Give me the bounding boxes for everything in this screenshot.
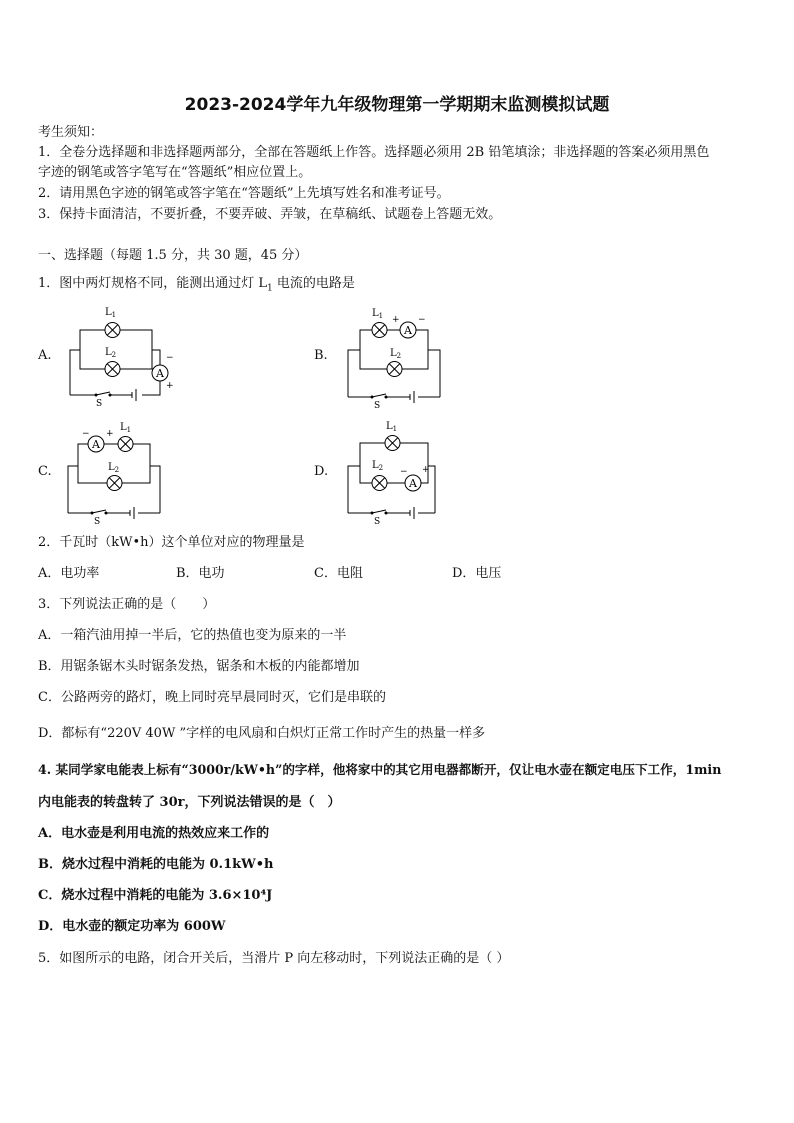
q3-option-d: D．都标有“220V 40W ”字样的电风扇和白炽灯正常工作时产生的热量一样多	[38, 726, 486, 741]
minus-sign: −	[418, 315, 426, 325]
switch-label: S	[374, 517, 381, 526]
q2-option-c: C．电阻	[314, 566, 363, 581]
lamp-l2-label: $L_2$	[108, 462, 120, 474]
notice-item-3: 3．保持卡面清洁，不要折叠，不要弄破、弄皱，在草稿纸、试题卷上答题无效。	[38, 207, 502, 222]
circuit-diagram-b	[340, 300, 470, 410]
switch-label: S	[374, 401, 381, 410]
q4-option-b: B．烧水过程中消耗的电能为 0.1kW•h	[38, 857, 274, 872]
question-3-stem: 3．下列说法正确的是（ ）	[38, 597, 216, 612]
ammeter-d-label: A	[409, 477, 417, 490]
plus-sign: +	[392, 315, 400, 325]
lamp-l2-label: $L_2$	[390, 348, 402, 360]
notice-item-2: 2．请用黑色字迹的钢笔或答字笔在“答题纸”上先填写姓名和准考证号。	[38, 186, 450, 201]
lamp-l2-label: $L_2$	[372, 460, 384, 472]
minus-sign: −	[166, 353, 174, 363]
q2-option-b: B．电功	[176, 566, 225, 581]
question-1-stem: 1．图中两灯规格不同，能测出通过灯 $L_1$ 电流的电路是	[38, 276, 355, 294]
ammeter-a-label: A	[156, 367, 164, 380]
q4-option-a: A．电水壶是利用电流的热效应来工作的	[38, 826, 270, 841]
switch-label: S	[94, 517, 101, 526]
lamp-l1-label: $L_1$	[372, 308, 384, 320]
question-4-stem-line2: 内电能表的转盘转了 30r，下列说法错误的是（ ）	[38, 795, 341, 810]
q1-option-c-label: C.	[38, 464, 52, 479]
page-title: 2023-2024学年九年级物理第一学期期末监测模拟试题	[184, 95, 610, 115]
q4-option-d: D．电水壶的额定功率为 600W	[38, 919, 226, 934]
circuit-diagram-a	[60, 300, 190, 410]
ammeter-b-label: A	[404, 324, 412, 337]
lamp-l1-label: $L_1$	[105, 307, 117, 319]
q2-option-d: D．电压	[452, 566, 502, 581]
notice-item-1: 1．全卷分选择题和非选择题两部分，全部在答题纸上作答。选择题必须用 2B 铅笔填涂；非选择题的答案必须用黑色	[38, 145, 710, 160]
switch-label: S	[96, 399, 103, 409]
q3-option-c: C．公路两旁的路灯，晚上同时亮早晨同时灭，它们是串联的	[38, 690, 386, 705]
q3-option-b: B．用锯条锯木头时锯条发热，锯条和木板的内能都增加	[38, 659, 360, 674]
q1-option-b-label: B.	[314, 348, 328, 363]
minus-sign: −	[82, 429, 90, 439]
ammeter-c-label: A	[92, 438, 100, 451]
q1-option-a-label: A.	[38, 348, 52, 363]
notice-item-1-cont: 字迹的钢笔或答字笔写在“答题纸”相应位置上。	[38, 165, 312, 180]
question-4-stem-line1: 4. 某同学家电能表上标有“3000r/kW•h”的字样，他将家中的其它用电器都断开，仅让电水壶在额定电压下工作，1min	[38, 762, 722, 777]
plus-sign: +	[422, 465, 430, 475]
q4-option-c: C．烧水过程中消耗的电能为 3.6×10⁴J	[38, 888, 273, 903]
minus-sign: −	[400, 467, 408, 477]
lamp-l1-label: $L_1$	[386, 421, 398, 433]
lamp-l2-label: $L_2$	[105, 347, 117, 359]
circuit-diagram-d	[340, 416, 470, 526]
q1-option-d-label: D.	[314, 464, 329, 479]
q3-option-a: A．一箱汽油用掉一半后，它的热值也变为原来的一半	[38, 628, 347, 643]
notice-heading: 考生须知：	[38, 125, 104, 140]
plus-sign: +	[166, 381, 174, 391]
question-5-stem: 5．如图所示的电路，闭合开关后，当滑片 P 向左移动时，下列说法正确的是（ ）	[38, 951, 510, 966]
question-2-stem: 2．千瓦时（kW•h）这个单位对应的物理量是	[38, 535, 305, 550]
section-heading: 一、选择题（每题 1.5 分，共 30 题，45 分）	[38, 248, 308, 263]
lamp-l1-label: $L_1$	[120, 422, 132, 434]
q2-option-a: A．电功率	[38, 566, 100, 581]
circuit-diagram-c	[60, 416, 190, 526]
plus-sign: +	[106, 429, 114, 439]
